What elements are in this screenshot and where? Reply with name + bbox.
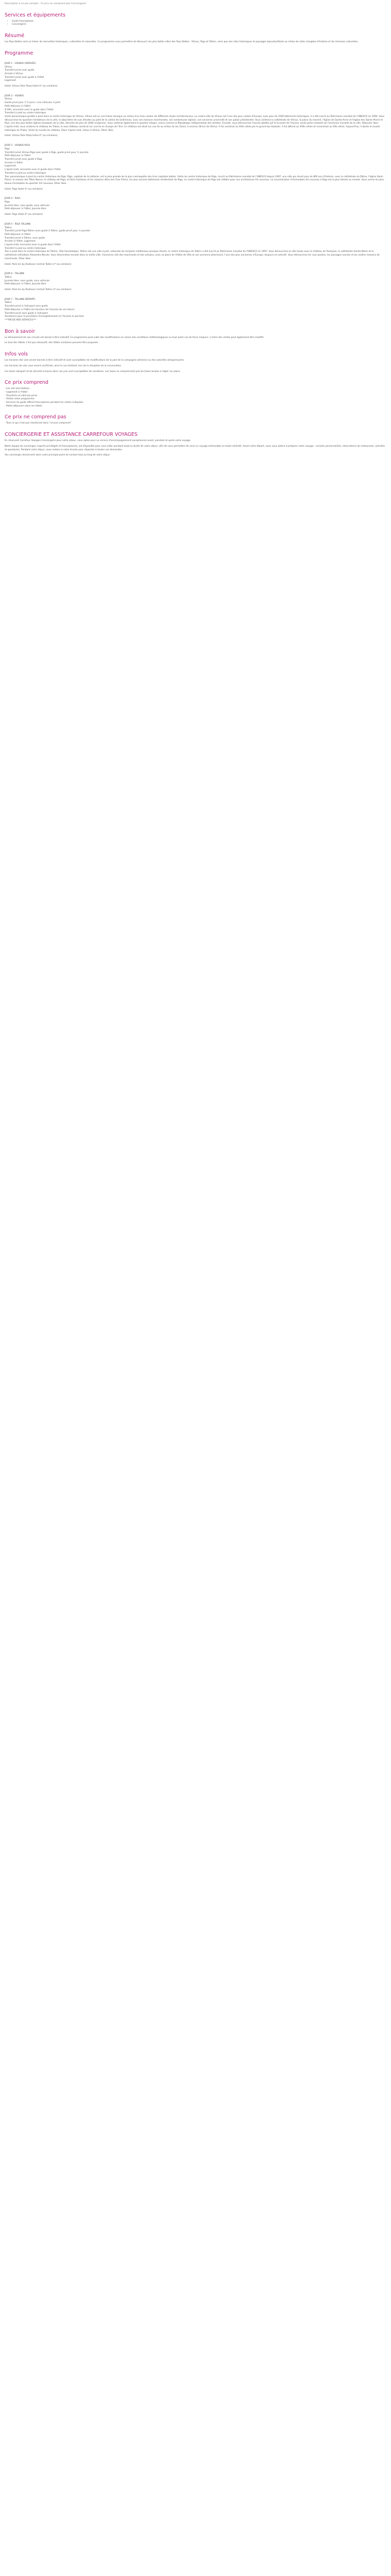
programme-day (5, 62, 386, 89)
day-line: Arrivée à l'hôtel (5, 161, 23, 164)
services-list (5, 20, 386, 27)
infos-text: Les horaires de vols vous seront confirmés, ainsi le cas échéant, lors de la réception de la convocation. (5, 364, 122, 367)
day-title: JOUR 1 - VILNIUS (ARRIVÉE) (5, 62, 36, 65)
programme-day (5, 144, 386, 191)
programme-day (5, 298, 386, 323)
conciergerie-text: Vos concierges deviennent alors votre principal point de contact tout au long de votre séjour. (5, 454, 111, 457)
infos-text: Les taxes aéroport et de sécurité incluses dans nos prix sont susceptibles de variations. Les taxes ne comprennent pas les taxes locales à régler sur place. (5, 370, 181, 373)
list-item: - Petits-déjeuners dans les hôtels (5, 404, 42, 408)
day-line: Transfert privé à l'aéroport sans guide (5, 305, 48, 308)
day-title: JOUR 7 - TALLINN (DÉPART) (5, 298, 36, 301)
programme-day (5, 95, 386, 138)
conciergerie-text: En réservant Carrefour Voyages Conciergerie pour votre séjour, vous optez pour un service d'accompagnement exceptionnel avant, pendant et après votre voyage. (5, 439, 191, 443)
day-title: JOUR 2 - VILNIUS (5, 94, 24, 97)
day-line: Tallinn (5, 226, 12, 229)
day-line: Guide privé pour 3 ¼ jours / une véhicule, à pied (5, 101, 60, 105)
bon-a-savoir-text: Le tout des hôtels n'est pas exhaustif, des hôtels similaires peuvent être proposés. (5, 342, 99, 345)
day-line: Transfert à pied ou centre historique (5, 112, 46, 115)
day-line: L'après-midi, rencontre avec le guide dans l'hôtel (5, 168, 61, 172)
day-line: Petit-déjeuner à l'hôtel (5, 155, 30, 158)
list-item: - Transferts et véhicule privé (5, 394, 37, 397)
day-line: Logement (5, 165, 17, 168)
day-line: Vilnius (5, 65, 12, 69)
day-line: Transfert privé Riga-Tallinn avec guide à Tallinn, guide privé pour ½ journée (5, 230, 90, 233)
day-line: Arrivée à l'hôtel, Logement (5, 240, 36, 243)
day-line: Transfert à pied au centre historique (5, 247, 46, 250)
day-line: Arrivée à Vilnius (5, 72, 23, 75)
day-title: JOUR 3 - VILNIUS RIGA (5, 144, 30, 147)
list-item: - Les vols plus bateau (5, 387, 29, 391)
conciergerie-title: CONCIERGERIE ET ASSISTANCE CARREFOUR VOYAGES (5, 432, 138, 438)
day-hotel: Hotel: Riga Hotel 4* (ou similaire) (5, 188, 43, 191)
bon-a-savoir-title: Bon à savoir (5, 328, 35, 334)
list-item: • Guide francophone (12, 20, 386, 24)
day-line: À 09h, rencontre avec le guide dans l'hôtel (5, 108, 54, 111)
day-line: Transfert privé à Tallinn, avec guide (5, 236, 45, 240)
list-item: - Visites selon programme (5, 398, 35, 401)
programme-days (5, 62, 386, 323)
day-hotel: Hotel: Riga Hotel 4* (ou similaire) (5, 213, 43, 216)
day-title: JOUR 5 - RIGA TALLINN (5, 223, 30, 226)
day-line: Logement (5, 79, 17, 82)
list-item: • Conciergerie (12, 23, 386, 27)
day-line: Vilnius (5, 98, 12, 101)
comprend-title: Ce prix comprend (5, 380, 48, 386)
day-line: Riga (5, 147, 10, 150)
day-line: Transfert privé avec guide à Riga (5, 158, 42, 161)
day-line: Riga (5, 201, 10, 204)
comprend-list (5, 387, 386, 408)
day-line: L'après-midi, rencontre avec le guide dans l'hôtel (5, 244, 61, 247)
bon-a-savoir-text: Le déroulement de nos circuits est donné à titre indicatif. Ce programme peut subir des modifications en raison des conditions météorologiques ou tout autre cas de force majeure. L'ordre des visites peut également être modifié. (5, 336, 265, 339)
day-line: Tallinn (5, 276, 12, 279)
day-description: Tour à pied dans le centre historique de Tallinn. Ville hanséatique, Tallinn est une ville à part, entourée de remparts médiévaux presque intacts, le centre historique de Tallinn a été inscrit au Patrimoine mondial de l'UNESCO en 1997. Vous découvrirez la ville haute avec le château de Toompea, la cathédrale Sainte-Marie et la cathédrale orthodoxe Alexandre Nevski. Vous descendrez ensuite dans la vieille ville, l'ancienne cité des marchands et des artisans, avec sa place de l'Hôtel de Ville et son ancienne pharmacie, l'une des plus anciennes d'Europe, toujours en activité. Vous découvrirez les rues pavées, les passages secrets et les vieilles maisons de marchands. Dîner libre. (5, 250, 380, 260)
day-line: Transfert à pied au centre historique (5, 172, 46, 175)
day-hotel: Hotel: Park Inn by Radisson Central Tallinn 4* (ou similaire) (5, 263, 72, 266)
programme-day (5, 223, 386, 266)
breadcrumb: Description à sa pro-compte - Ce prix ne comprend pas Conciergerie (5, 3, 87, 5)
day-line: Petit-déjeuner à l'hôtel, Journée libre (5, 208, 46, 211)
day-line: Petit-déjeuner à l'hôtel (5, 233, 30, 236)
resume-title: Résumé (5, 33, 25, 39)
day-hotel: Hotel: Vilnius Park Plaza Hotel 4* (ou similaire) (5, 85, 58, 88)
day-line: Journée libre, sans guide, sans véhicule (5, 279, 50, 282)
day-line: Transfert privé avec guide (5, 69, 35, 72)
conciergerie-text: Notre équipe de concierges, experts privilégiés et francophones, est disponible pour vous aider pendant toute la durée de votre séjour, afin de vous permettre de vivre un voyage mémorable en toute sérénité. Avant votre départ, nous vous aidons à préparer votre voyage : conseils personnalisés, réservations de restaurants, activités et spectacles. Pendant votre séjour, nous restons à votre écoute pour répondre à toutes vos demandes. (5, 445, 385, 451)
services-title: Services et équipements (5, 12, 66, 18)
infos-text: Les horaires des vols seront donnés à titre indicatif et sont susceptibles de modifications de la part de la compagnie aérienne ou des autorités aéroportuaires. (5, 359, 185, 362)
list-item: - Services du guide officiel francophone pendant les visites indiquées (5, 401, 84, 404)
day-description: Visite panoramique guidée à pied dans le centre historique de Vilnius. Vilnius est un vrai trésor baroque au milieu d'un tissu urbain de différents styles architecturaux. Le centre-ville de Vilnius est l'une des plus vastes d'Europe, avec plus de 1500 bâtiments historiques. Il a été inscrit au Patrimoine mondial de l'UNESCO en 1994. Vous découvrirez les quartiers fondateurs de la ville, le labyrinthe de rues étroites au pied de la colline de Gediminas, avec ses maisons marchandes, ses nombreuses églises, son ancienne université et son palais présidentiel. Vous visiterez la cathédrale de Vilnius, la place du marché, l'église de Sainte-Anne et l'église des Saints Pierre et Paul, une des plus belles églises baroques de la ville, décorée de plus de 2000 sculptures. Vous visiterez également le quartier Užupis, connu comme la République indépendante des artistes. Ensuite, vous découvrirez l'ancien ghetto juif et la porte de l'Aurore, seule porte restante de l'ancienne muraille de la ville. Déjeuner libre. L'après-midi, vous visiterez le château de Trakai, le seul château construit sur une île en Europe de l'Est. Ce château est situé sur une île au milieu du lac Galvė, à environ 28 km de Vilnius. Il fut construit au XIVe siècle par le grand-duc Kęstutis. Il fut détruit au XVIIe siècle et reconstruit au XXe siècle. Aujourd'hui, il abrite le musée historique de Trakai. Visite du musée du château. Dans l'après-midi, retour à Vilnius. Dîner libre. (5, 115, 385, 132)
day-description: Tour panoramique à pied du centre historique de Riga. Riga, capitale de la Lettonie, est la plus grande de la plus cosmopolite des trois capitales baltes. Visite du centre historique de Riga, inscrit au Patrimoine mondial de l'UNESCO depuis 1997, une ville qui réunit plus de 800 ans d'histoire, avec la cathédrale du Dôme, l'église Saint-Pierre, la maison des Têtes Noires, le château de Riga, la Porte Suédoise et les maisons dites des Trois Frères, les plus anciens bâtiments résidentiels de Riga. Le centre historique de Riga est célèbre pour son architecture Art nouveau. La concentration d'immeubles Art nouveau à Riga est la plus élevée au monde. Vous verrez les plus beaux immeubles du quartier Art nouveau. Dîner libre. (5, 175, 384, 185)
day-line: Transfert privé avec guide à l'hôtel (5, 76, 44, 79)
day-hotel: Hotel: Park Inn by Radisson Central Tallinn 4* (ou similaire) (5, 289, 72, 292)
day-line: Petit-déjeuner à l'hôtel (5, 105, 30, 108)
day-line: Transfert privé Vilnius-Riga avec guide à Riga, guide privé pour ¾ journée (5, 151, 89, 154)
programme-day (5, 197, 386, 217)
day-line: ***FIN DE NOS SERVICES*** (5, 319, 37, 321)
ne-comprend-title: Ce prix ne comprend pas (5, 414, 67, 420)
programme-day (5, 273, 386, 292)
infos-vols-title: Infos vols (5, 351, 28, 358)
resume-text: Les Pays Baltes sont un trésor de merveilles historiques, culturelles et naturelles. Ce programme vous permettra de découvrir les plus belles villes des Pays Baltes : Vilnius, Riga et Tallinn, ainsi que des sites historiques et paysages époustouflants au milieu de villes chargées d'histoire et de richesses culturelles. (5, 41, 359, 44)
day-title: JOUR 4 - RIGA (5, 197, 21, 200)
programme-title: Programme (5, 50, 34, 56)
list-item: - Logement à l'hôtel (5, 391, 28, 394)
day-line: Petit-déjeuner à l'hôtel, Journée libre (5, 283, 46, 286)
page (0, 0, 391, 460)
day-line: Petit-déjeuner à l'hôtel (en fonction de l'horaire de vol retour) (5, 308, 75, 311)
day-hotel: Hotel: Vilnius Park Plaza Hotel 4* (ou similaire) (5, 134, 58, 138)
day-title: JOUR 6 - TALLINN (5, 273, 24, 276)
ne-comprend-list (5, 422, 386, 426)
day-line: Journée libre, sans guide, sans véhicule (5, 204, 50, 207)
day-line: Tallinn (5, 301, 12, 304)
day-line: Transfert privé sans guide à l'aéroport (5, 312, 48, 315)
list-item: - Tout ce qui n'est pas mentionné dans "ce prix comprend" (5, 422, 71, 425)
day-line: Assistance pour la procédure d'enregistrement (si l'horaire le permet) (5, 315, 84, 318)
